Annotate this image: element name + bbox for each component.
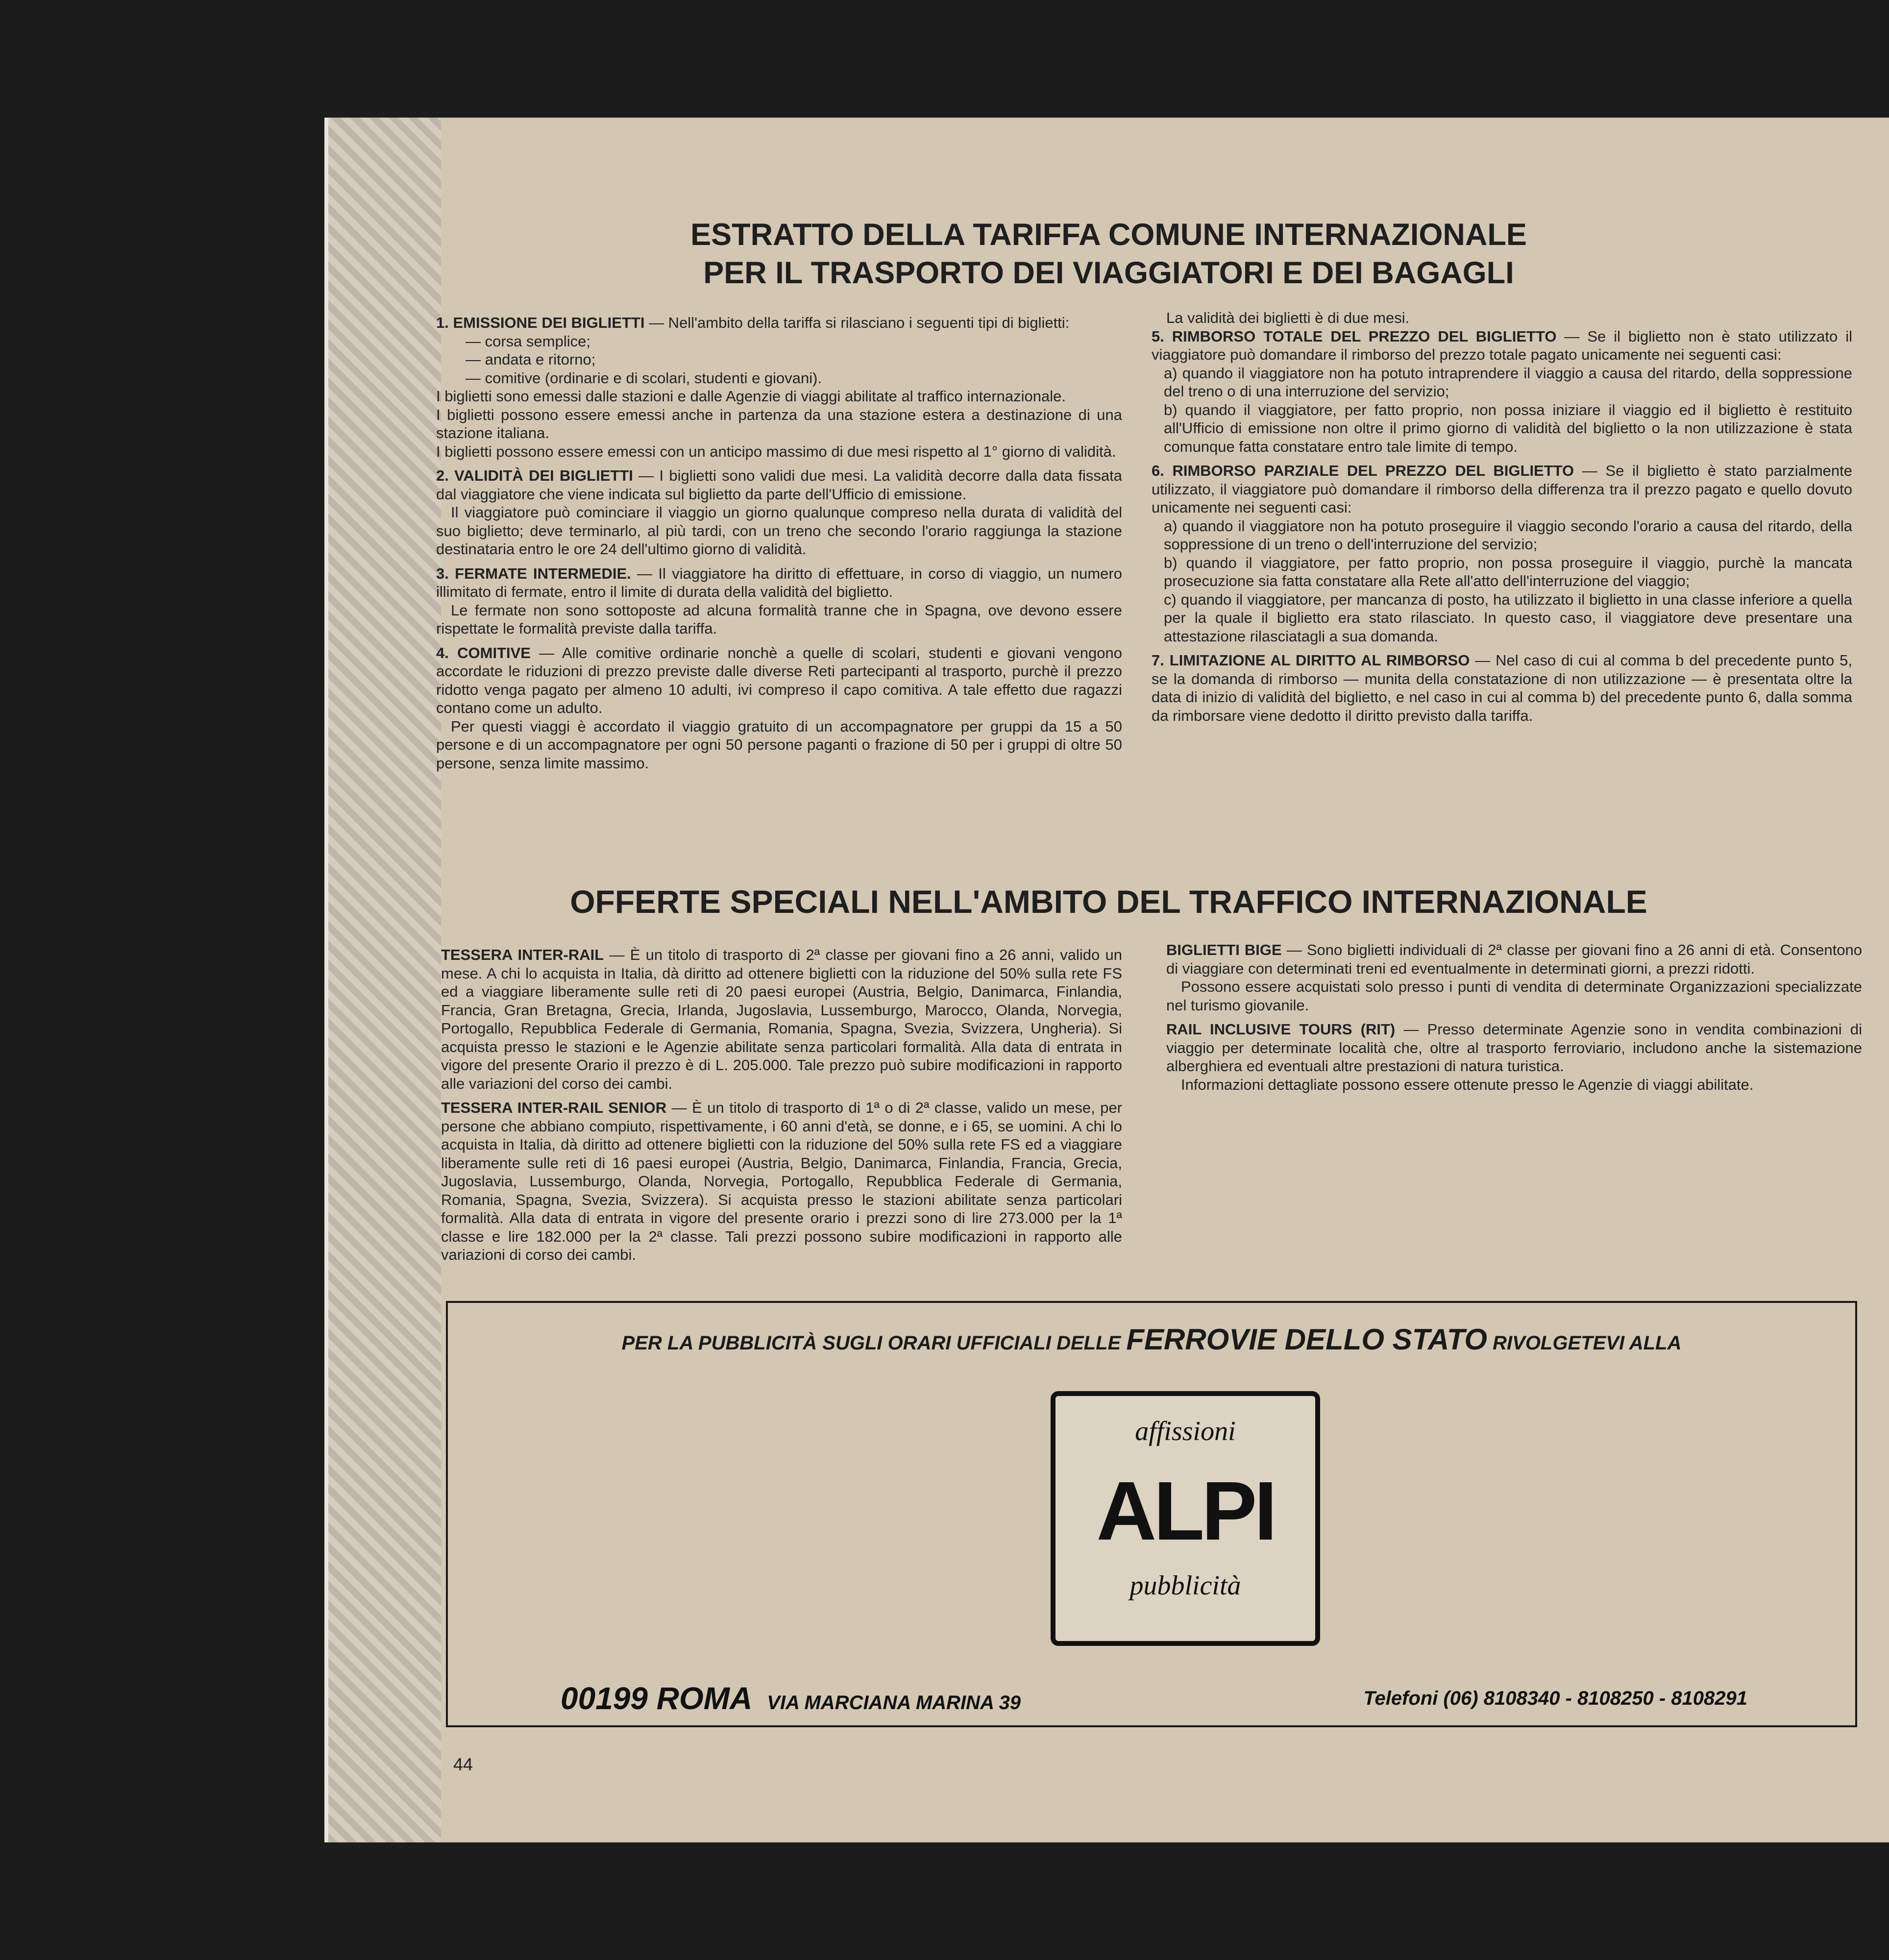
ad-phones: Telefoni (06) 8108340 - 8108250 - 8108291 — [1363, 1688, 1747, 1709]
tariff-title: ESTRATTO DELLA TARIFFA COMUNE INTERNAZIONALE PER IL TRASPORTO DEI VIAGGIATORI E DEI BAGAGLI — [690, 218, 1527, 290]
offers-title: OFFERTE SPECIALI NELL'AMBITO DEL TRAFFICO INTERNAZIONALE — [570, 883, 1647, 920]
paragraph: La validità dei biglietti è di due mesi. — [1166, 309, 1410, 326]
offers-column-right — [1166, 941, 1862, 1094]
logo-top-text: affissioni — [1135, 1416, 1236, 1446]
logo-bottom-text: pubblicità — [1129, 1570, 1241, 1601]
ticket-type-item: — corsa semplice; — [466, 332, 590, 350]
paragraph: Le fermate non sono sottoposte ad alcuna formalità tranne che in Spagna, ove devono essere rispettate le formalità previste dalla tariffa. — [436, 601, 1122, 637]
paragraph: c) quando il viaggiatore, per mancanza di posto, ha utilizzato il biglietto in una classe inferiore a quella per la quale il biglietto era stato rilasciato. In questo caso, il viaggiatore deve presentare una attestazione rilasciatagli a sua domanda. — [1164, 590, 1852, 645]
paragraph: Possono essere acquistati solo presso i punti di vendita di determinate Organizzazioni specializzate nel turismo giovanile. — [1166, 978, 1862, 1014]
paragraph: b) quando il viaggiatore, per fatto proprio, non possa proseguire il viaggio, purchè la mancata prosecuzione sia fatta constatare alla Rete all'atto dell'interruzione del viaggio; — [1164, 554, 1852, 589]
advertisement-box — [446, 1301, 1857, 1727]
tariff-column-right — [1152, 309, 1852, 725]
paragraph: Il viaggiatore può cominciare il viaggio un giorno qualunque compreso nella durata di validità del suo biglietto; deve terminarlo, al più tardi, con un treno che secondo l'orario raggiunga la stazione destinataria entro le ore 24 dell'ultimo giorno di validità. — [436, 504, 1122, 558]
page-number: 44 — [453, 1754, 473, 1774]
alpi-logo — [1051, 1391, 1320, 1646]
paragraph: I biglietti sono emessi dalle stazioni e dalle Agenzie di viaggi abilitate al traffico internazionale. — [436, 388, 1066, 405]
section-4: 4. COMITIVE — Alle comitive ordinarie nonchè a quelle di scolari, studenti e giovani vengono accordate le riduzioni di prezzo previste dalle diverse Reti partecipanti al trasporto, purchè il prezzo ridotto venga pagato per almeno 10 adulti, ivi compreso il capo comitiva. A tale effetto due ragazzi contano come un adulto. — [436, 644, 1122, 716]
paragraph: b) quando il viaggiatore, per fatto proprio, non possa iniziare il viaggio ed il biglietto è restituito all'Ufficio di emissione non oltre il primo giorno di validità del biglietto o la non utilizzazione è stata comunque fatta constatare entro tale limite di tempo. — [1164, 401, 1852, 455]
tariff-column-left — [436, 314, 1122, 772]
paragraph: I biglietti possono essere emessi con un anticipo massimo di due mesi rispetto al 1° giorno di validità. — [436, 442, 1116, 460]
page-spine — [328, 118, 441, 1842]
section-6: 6. RIMBORSO PARZIALE DEL PREZZO DEL BIGLIETTO — Se il biglietto è stato parzialmente utilizzato, il viaggiatore può domandare il rimborso della differenza tra il prezzo pagato e quello dovuto unicamente nei seguenti casi: — [1152, 462, 1852, 516]
offers-column-left — [441, 946, 1122, 1264]
bige-section: BIGLIETTI BIGE — Sono biglietti individuali di 2ª classe per giovani fino a 26 anni di età. Consentono di viaggiare con determinati treni ed eventualmente in determinati giorni, a prezzi ridotti. — [1166, 941, 1862, 977]
ticket-type-item: — andata e ritorno; — [466, 351, 596, 368]
section-3: 3. FERMATE INTERMEDIE. — Il viaggiatore ha diritto di effettuare, in corso di viaggio, un numero illimitato di fermate, entro il limite di durata della validità del biglietto. — [436, 564, 1122, 600]
section-2: 2. VALIDITÀ DEI BIGLIETTI — I biglietti sono validi due mesi. La validità decorre dalla data fissata dal viaggiatore che viene indicata sul biglietto da parte dell'Ufficio di emissione. — [436, 467, 1122, 503]
inter-rail-section: TESSERA INTER-RAIL — È un titolo di trasporto di 2ª classe per giovani fino a 26 anni, valido un mese. A chi lo acquista in Italia, dà diritto ad ottenere biglietti con la riduzione del 50% sulla rete FS ed a viaggiare liberamente sulle reti di 20 paesi europei (Austria, Belgio, Danimarca, Finlandia, Francia, Gran Bretagna, Grecia, Irlanda, Jugoslavia, Lussemburgo, Marocco, Olanda, Norvegia, Portogallo, Repubblica Federale di Germania, Romania, Spagna, Svezia, Svizzera, Ungheria). Si acquista presso le stazioni e le Agenzie abilitate senza particolari formalità. Alla data di entrata in vigore del presente Orario il prezzo è di L. 205.000. Tale prezzo può subire modificazioni in rapporto alle variazioni del corso dei cambi. — [441, 946, 1122, 1092]
ad-address: 00199 ROMA VIA MARCIANA MARINA 39 — [561, 1681, 1021, 1716]
paragraph: a) quando il viaggiatore non ha potuto proseguire il viaggio secondo l'orario a causa del ritardo, della soppressione di un treno o dell'interruzione del servizio; — [1164, 517, 1852, 553]
section-7: 7. LIMITAZIONE AL DIRITTO AL RIMBORSO — Nel caso di cui al comma b del precedente punto 5, se la domanda di rimborso — munita della constatazione di non utilizzazione — è presentata oltre la data di inizio di validità del biglietto, e nel caso in cui al comma b) del precedente punto 6, dalla somma da rimborsare viene dedotto il diritto previsto dalla tariffa. — [1152, 652, 1852, 724]
inter-rail-senior-section: TESSERA INTER-RAIL SENIOR — È un titolo di trasporto di 1ª o di 2ª classe, valido un mese, per persone che abbiano compiuto, rispettivamente, i 60 anni d'età, se donne, e i 65, se uomini. A chi lo acquista in Italia, dà diritto ad ottenere biglietti con la riduzione del 50% sulla rete FS ed a viaggiare liberamente sulle reti di 16 paesi europei (Austria, Belgio, Danimarca, Finlandia, Francia, Grecia, Jugoslavia, Lussemburgo, Olanda, Norvegia, Portogallo, Repubblica Federale di Germania, Romania, Spagna, Svezia, Svizzera). Si acquista presso le stazioni abilitate senza particolari formalità. Alla data di entrata in vigore del presente orario i prezzi sono di lire 273.000 per la 1ª classe e lire 182.000 per la 2ª classe. Tali prezzi possono subire modificazioni in rapporto alle variazioni di corso dei cambi. — [441, 1099, 1123, 1263]
ad-headline: PER LA PUBBLICITÀ SUGLI ORARI UFFICIALI DELLE FERROVIE DELLO STATO RIVOLGETEVI ALLA — [621, 1323, 1682, 1356]
document-page — [328, 118, 1889, 1842]
paragraph: Informazioni dettagliate possono essere ottenute presso le Agenzie di viaggi abilitate. — [1181, 1076, 1754, 1093]
section-5: 5. RIMBORSO TOTALE DEL PREZZO DEL BIGLIETTO — Se il biglietto non è stato utilizzato il viaggiatore può domandare il rimborso del prezzo totale pagato unicamente nei seguenti casi: — [1152, 327, 1852, 363]
section-1: 1. EMISSIONE DEI BIGLIETTI — Nell'ambito della tariffa si rilasciano i seguenti tipi di biglietti: — [436, 314, 1070, 331]
logo-brand-text: ALPI — [1096, 1465, 1275, 1558]
paragraph: a) quando il viaggiatore non ha potuto intraprendere il viaggio a causa del ritardo, della soppressione del treno o di una interruzione del servizio; — [1164, 364, 1852, 400]
ticket-type-item: — comitive (ordinarie e di scolari, studenti e giovani). — [466, 369, 822, 387]
paragraph: Per questi viaggi è accordato il viaggio gratuito di un accompagnatore per gruppi da 15 a 50 persone e di un accompagnatore per ogni 50 persone paganti o frazione di 50 per i gruppi di oltre 50 persone, senza limite massimo. — [436, 717, 1122, 772]
paragraph: I biglietti possono essere emessi anche in partenza da una stazione estera a destinazione di una stazione italiana. — [436, 406, 1122, 441]
rit-section: RAIL INCLUSIVE TOURS (RIT) — Presso determinate Agenzie sono in vendita combinazioni di viaggio per determinate località che, oltre al trasporto ferroviario, includono anche la sistemazione alberghiera ed eventuali altre prestazioni di natura turistica. — [1166, 1021, 1862, 1075]
